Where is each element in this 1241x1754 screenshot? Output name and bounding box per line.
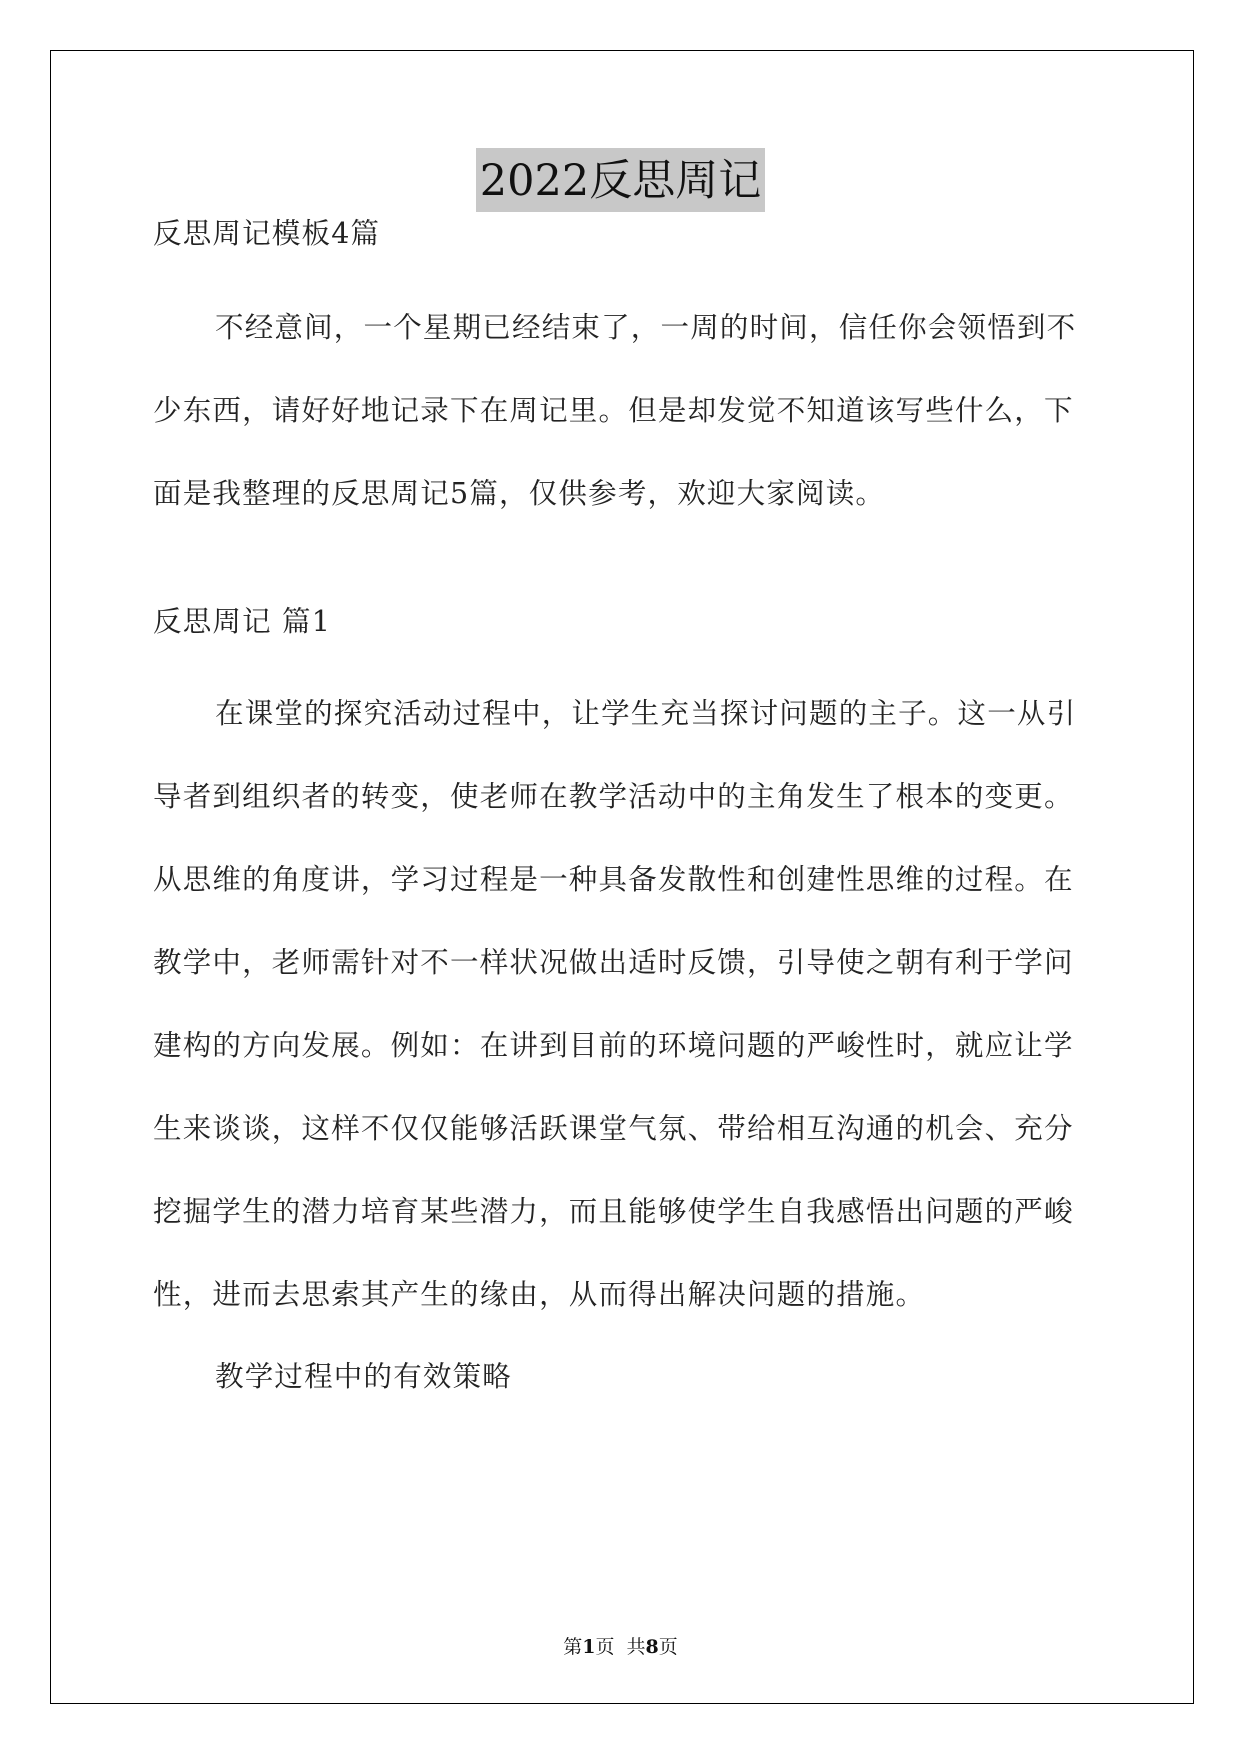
section-heading: 反思周记 篇1 [153, 605, 332, 638]
footer-middle: 页 共 [595, 1636, 646, 1658]
document-title: 2022反思周记 [476, 148, 765, 212]
footer-total-pages: 8 [645, 1636, 659, 1658]
footer-page-number: 1 [582, 1636, 596, 1658]
section-subheading: 教学过程中的有效策略 [215, 1360, 513, 1393]
document-subtitle: 反思周记模板4篇 [153, 217, 381, 250]
title-container [0, 148, 1241, 212]
footer-prefix: 第 [563, 1636, 583, 1658]
section-body-paragraph: 在课堂的探究活动过程中，让学生充当探讨问题的主子。这一从引导者到组织者的转变，使老师在教学活动中的主角发生了根本的变更。从思维的角度讲，学习过程是一种具备发散性和创建性思维的过程。在教学中，老师需针对不一样状况做出适时反馈，引导使之朝有利于学问建构的方向发展。例如：在讲到目前的环境问题的严峻性时，就应让学生来谈谈，这样不仅仅能够活跃课堂气氛、带给相互沟通的机会、充分挖掘学生的潜力培育某些潜力，而且能够使学生自我感悟出问题的严峻性，进而去思索其产生的缘由，从而得出解决问题的措施。 [153, 697, 1077, 1311]
page-footer [0, 1632, 1241, 1659]
intro-paragraph: 不经意间，一个星期已经结束了，一周的时间，信任你会领悟到不少东西，请好好地记录下在周记里。但是却发觉不知道该写些什么，下面是我整理的反思周记5篇，仅供参考，欢迎大家阅读。 [153, 311, 1077, 510]
footer-suffix: 页 [658, 1636, 678, 1658]
